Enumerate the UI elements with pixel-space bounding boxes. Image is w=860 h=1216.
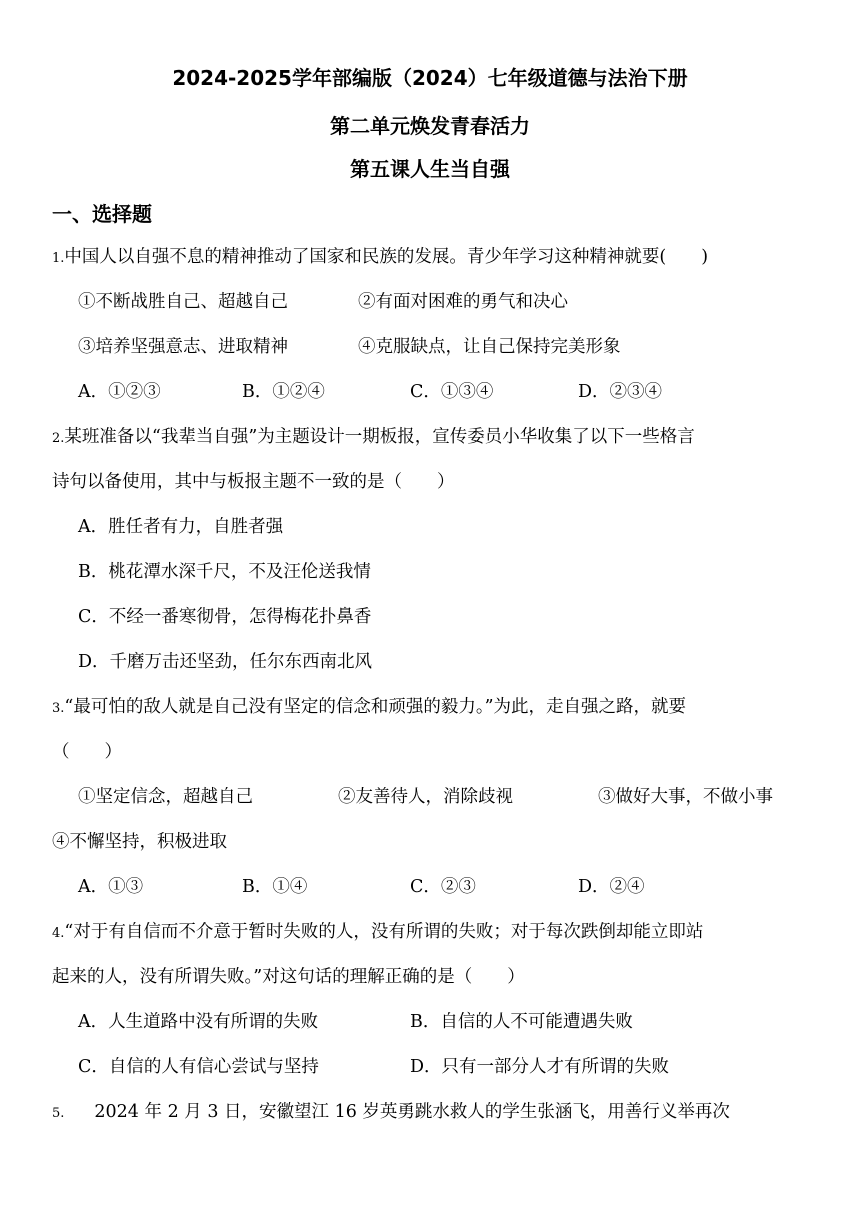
question-stem: “对于有自信而不介意于暂时失败的人，没有所谓的失败；对于每次跌倒却能立即站 (64, 922, 704, 942)
statement-1: ①坚定信念，超越自己 (78, 787, 253, 807)
question-number: 2. (52, 431, 65, 446)
option-d[interactable]: D．千磨万击还坚劲，任尔东西南北风 (78, 652, 373, 672)
option-d[interactable]: D．只有一部分人才有所谓的失败 (410, 1057, 670, 1077)
option-b[interactable]: B．自信的人不可能遭遇失败 (410, 1012, 633, 1032)
lesson-title: 第五课人生当自强 (350, 157, 510, 181)
doc-title: 2024-2025学年部编版（2024）七年级道德与法治下册 (172, 66, 688, 90)
option-d[interactable]: D．②④ (578, 877, 645, 897)
question-stem: 2024 年 2 月 3 日，安徽望江 16 岁英勇跳水救人的学生张涵飞，用善行义举再次 (94, 1102, 730, 1122)
question-4 (52, 918, 703, 943)
section-heading: 一、选择题 (52, 202, 152, 226)
question-1 (52, 243, 708, 268)
unit-title: 第二单元焕发青春活力 (330, 114, 530, 138)
question-stem-cont: 诗句以备使用，其中与板报主题不一致的是（ ） (52, 472, 455, 492)
question-3 (52, 693, 686, 718)
question-stem: 某班准备以“我辈当自强”为主题设计一期板报，宣传委员小华收集了以下一些格言 (64, 427, 695, 447)
question-number: 5. (52, 1106, 65, 1121)
statement-1: ①不断战胜自己、超越自己 (78, 292, 288, 312)
statement-2: ②有面对困难的勇气和决心 (358, 292, 568, 312)
statement-3: ③做好大事，不做小事 (598, 787, 773, 807)
question-number: 1. (52, 251, 65, 266)
option-a[interactable]: A．①②③ (78, 382, 161, 402)
statement-3: ③培养坚强意志、进取精神 (78, 337, 288, 357)
option-c[interactable]: C．不经一番寒彻骨，怎得梅花扑鼻香 (78, 607, 372, 627)
option-a[interactable]: A．人生道路中没有所谓的失败 (78, 1012, 319, 1032)
option-c[interactable]: C．自信的人有信心尝试与坚持 (78, 1057, 319, 1077)
option-a[interactable]: A．①③ (78, 877, 144, 897)
question-stem: 中国人以自强不息的精神推动了国家和民族的发展。青少年学习这种精神就要( ) (64, 247, 709, 267)
question-stem: “最可怕的敌人就是自己没有坚定的信念和顽强的毅力。”为此，走自强之路，就要 (64, 697, 687, 717)
option-c[interactable]: C．②③ (410, 877, 476, 897)
option-c[interactable]: C．①③④ (410, 382, 494, 402)
question-stem-cont: （ ） (52, 742, 122, 762)
question-5 (52, 1098, 730, 1123)
question-number: 3. (52, 701, 65, 716)
option-b[interactable]: B．①②④ (242, 382, 325, 402)
statement-4: ④克服缺点，让自己保持完美形象 (358, 337, 621, 357)
question-number: 4. (52, 926, 65, 941)
question-2 (52, 423, 695, 448)
statement-4: ④不懈坚持，积极进取 (52, 832, 227, 852)
option-d[interactable]: D．②③④ (578, 382, 663, 402)
option-b[interactable]: B．桃花潭水深千尺，不及汪伦送我情 (78, 562, 371, 582)
option-a[interactable]: A．胜任者有力，自胜者强 (78, 517, 284, 537)
question-stem-cont: 起来的人，没有所谓失败。”对这句话的理解正确的是（ ） (52, 967, 525, 987)
statement-2: ②友善待人，消除歧视 (338, 787, 513, 807)
option-b[interactable]: B．①④ (242, 877, 308, 897)
